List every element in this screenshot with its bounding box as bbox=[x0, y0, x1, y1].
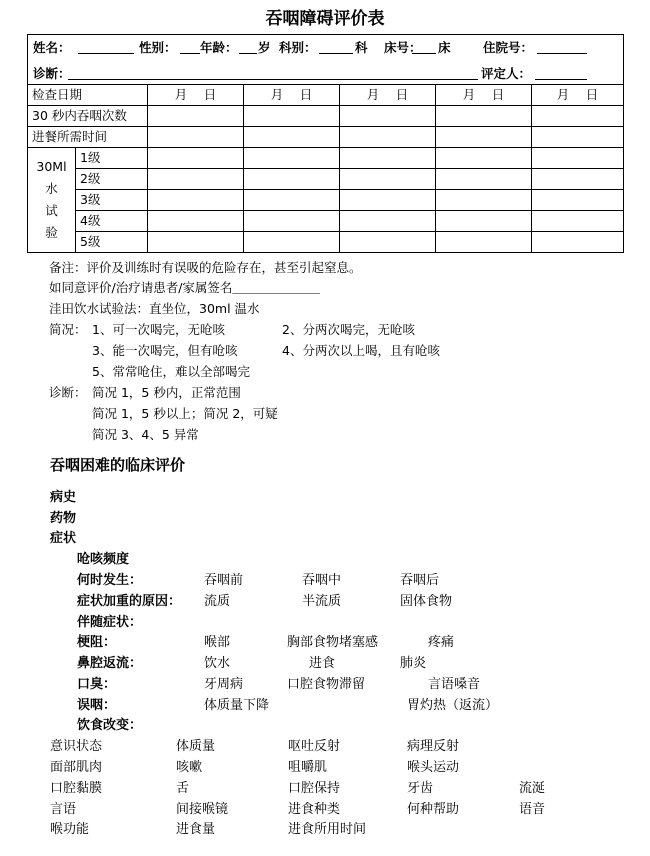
water-test-label-line: 30Ml bbox=[36, 159, 67, 175]
block-option: 疼痛 bbox=[428, 635, 455, 650]
cough-frequency-label: 呛咳频度 bbox=[77, 552, 130, 567]
table-cell[interactable] bbox=[244, 148, 340, 169]
dx-label: 诊断： bbox=[49, 385, 87, 400]
table-cell[interactable] bbox=[436, 127, 532, 148]
exam-item: 舌 bbox=[176, 781, 190, 796]
table-cell[interactable] bbox=[244, 106, 340, 127]
table-cell[interactable] bbox=[148, 190, 244, 211]
status-5: 5、常常呛住，难以全部喝完 bbox=[92, 364, 250, 379]
status-3: 3、能一次喝完，但有呛咳 bbox=[92, 343, 238, 358]
exam-item: 语音 bbox=[519, 802, 546, 817]
name-label: 姓名： bbox=[33, 40, 71, 55]
water-test-label bbox=[28, 148, 76, 253]
exam-item: 意识状态 bbox=[50, 739, 103, 754]
diagnosis-label: 诊断： bbox=[33, 66, 71, 81]
table-row bbox=[28, 148, 624, 169]
dept-label: 科别： bbox=[279, 40, 317, 55]
table-cell[interactable] bbox=[532, 169, 624, 190]
admission-field[interactable] bbox=[537, 53, 587, 54]
table-cell[interactable] bbox=[340, 106, 436, 127]
status-1: 1、可一次喝完，无呛咳 bbox=[92, 322, 225, 337]
block-option: 喉部 bbox=[204, 635, 231, 650]
diagnosis-field[interactable] bbox=[68, 79, 478, 80]
clinical-title: 吞咽困难的临床评价 bbox=[50, 456, 186, 474]
table-cell[interactable] bbox=[340, 169, 436, 190]
dx-2: 简况 1，5 秒以上；简况 2，可疑 bbox=[92, 406, 278, 421]
dx-3: 简况 3、4、5 异常 bbox=[92, 427, 199, 442]
exam-item: 牙齿 bbox=[407, 781, 434, 796]
date-cell[interactable]: 月 日 bbox=[436, 85, 532, 106]
exam-item: 进食所用时间 bbox=[288, 822, 367, 837]
name-field[interactable] bbox=[78, 53, 134, 54]
table-cell[interactable] bbox=[532, 232, 624, 253]
exam-item: 喉头运动 bbox=[407, 760, 460, 775]
exam-item: 面部肌肉 bbox=[50, 760, 103, 775]
diet-change-label: 饮食改变： bbox=[77, 718, 143, 733]
exam-item: 口腔保持 bbox=[288, 781, 341, 796]
table-row bbox=[28, 211, 624, 232]
exam-item: 进食量 bbox=[176, 822, 216, 837]
when-option: 吞咽中 bbox=[302, 573, 342, 588]
exam-item: 喉功能 bbox=[50, 822, 90, 837]
bed-label: 床号： bbox=[384, 40, 422, 55]
nasal-option: 饮水 bbox=[204, 656, 231, 671]
exam-item: 言语 bbox=[50, 802, 77, 817]
table-cell[interactable] bbox=[436, 106, 532, 127]
header-frame bbox=[27, 34, 624, 85]
odor-option: 言语嗓音 bbox=[428, 677, 481, 692]
grade-label: 1级 bbox=[76, 148, 148, 169]
table-cell[interactable] bbox=[532, 148, 624, 169]
table-cell[interactable] bbox=[340, 211, 436, 232]
table-row bbox=[28, 190, 624, 211]
table-cell[interactable] bbox=[436, 148, 532, 169]
history-label: 病史 bbox=[50, 490, 77, 505]
table-cell[interactable] bbox=[244, 232, 340, 253]
water-test-label-line: 水 bbox=[45, 181, 58, 197]
nasal-option: 肺炎 bbox=[400, 656, 427, 671]
table-cell[interactable] bbox=[532, 211, 624, 232]
table-cell[interactable] bbox=[244, 211, 340, 232]
grade-label: 2级 bbox=[76, 169, 148, 190]
status-2: 2、分两次喝完，无呛咳 bbox=[282, 322, 415, 337]
exam-item: 病理反射 bbox=[407, 739, 460, 754]
table-row bbox=[28, 127, 624, 148]
table-cell[interactable] bbox=[244, 127, 340, 148]
when-option: 吞咽后 bbox=[400, 573, 440, 588]
aspiration-label: 误咽： bbox=[77, 698, 117, 713]
water-test-table bbox=[27, 84, 624, 253]
table-cell[interactable] bbox=[340, 148, 436, 169]
meal-time-label: 进餐所需时间 bbox=[28, 127, 148, 148]
nasal-option: 进食 bbox=[309, 656, 336, 671]
remark-text: 备注：评价及训练时有误吸的危险存在，甚至引起窒息。 bbox=[49, 260, 362, 275]
evaluator-field[interactable] bbox=[535, 79, 587, 80]
exam-item: 流涎 bbox=[519, 781, 546, 796]
accompany-label: 伴随症状： bbox=[77, 615, 143, 630]
water-test-label-line: 试 bbox=[45, 203, 58, 218]
consent-text: 如同意评价/治疗请患者/家属签名＿＿＿＿＿＿＿ bbox=[49, 280, 320, 295]
table-cell[interactable] bbox=[532, 190, 624, 211]
when-option: 吞咽前 bbox=[204, 573, 244, 588]
table-cell[interactable] bbox=[436, 169, 532, 190]
date-cell[interactable]: 月 日 bbox=[148, 85, 244, 106]
table-cell[interactable] bbox=[340, 127, 436, 148]
worse-label: 症状加重的原因： bbox=[77, 594, 182, 609]
table-row bbox=[28, 232, 624, 253]
exam-item: 体质量 bbox=[176, 739, 216, 754]
table-row bbox=[28, 169, 624, 190]
bed-field[interactable] bbox=[412, 53, 436, 54]
water-test-label-line: 验 bbox=[45, 224, 58, 240]
evaluator-label: 评定人： bbox=[481, 66, 532, 81]
age-unit: 岁 bbox=[258, 40, 271, 55]
dx-1: 简况 1，5 秒内，正常范围 bbox=[92, 385, 241, 400]
swallow-count-label: 30 秒内吞咽次数 bbox=[28, 106, 148, 127]
odor-option: 口腔食物滞留 bbox=[287, 677, 366, 692]
method-text: 洼田饮水试验法：直坐位，30ml 温水 bbox=[49, 301, 260, 316]
nasal-label: 鼻腔返流： bbox=[77, 656, 143, 671]
table-cell[interactable] bbox=[148, 106, 244, 127]
age-label: 年龄： bbox=[200, 40, 238, 55]
exam-item: 呕吐反射 bbox=[288, 739, 341, 754]
grade-label: 4级 bbox=[76, 211, 148, 232]
dept-unit: 科 bbox=[355, 40, 368, 55]
table-row bbox=[28, 106, 624, 127]
worse-option: 固体食物 bbox=[400, 594, 453, 609]
table-row bbox=[28, 85, 624, 106]
worse-option: 流质 bbox=[204, 594, 231, 609]
when-label: 何时发生： bbox=[77, 573, 143, 588]
table-cell[interactable] bbox=[340, 190, 436, 211]
date-cell[interactable]: 月 日 bbox=[532, 85, 624, 106]
table-cell[interactable] bbox=[148, 169, 244, 190]
table-cell[interactable] bbox=[532, 106, 624, 127]
grade-label: 3级 bbox=[76, 190, 148, 211]
sex-label: 性别： bbox=[139, 40, 177, 55]
block-label: 梗阻： bbox=[77, 635, 117, 650]
worse-option: 半流质 bbox=[302, 594, 342, 609]
table-cell[interactable] bbox=[436, 232, 532, 253]
table-cell[interactable] bbox=[340, 232, 436, 253]
grade-label: 5级 bbox=[76, 232, 148, 253]
exam-item: 间接喉镜 bbox=[176, 802, 229, 817]
table-cell[interactable] bbox=[436, 211, 532, 232]
table-cell[interactable] bbox=[148, 127, 244, 148]
table-cell[interactable] bbox=[244, 169, 340, 190]
odor-label: 口臭： bbox=[77, 677, 117, 692]
odor-option: 牙周病 bbox=[204, 677, 244, 692]
table-cell[interactable] bbox=[148, 211, 244, 232]
status-4: 4、分两次以上喝，且有呛咳 bbox=[282, 343, 440, 358]
block-option: 胸部食物堵塞感 bbox=[287, 635, 379, 650]
exam-item: 口腔黏膜 bbox=[50, 781, 103, 796]
table-cell[interactable] bbox=[532, 127, 624, 148]
aspiration-option: 胃灼热（返流） bbox=[407, 698, 499, 713]
age-field[interactable] bbox=[239, 53, 257, 54]
admission-label: 住院号： bbox=[483, 40, 534, 55]
aspiration-option: 体质量下降 bbox=[204, 698, 270, 713]
exam-item: 咀嚼肌 bbox=[288, 760, 328, 775]
sex-field[interactable] bbox=[180, 53, 200, 54]
exam-item: 何种帮助 bbox=[407, 802, 460, 817]
page-title: 吞咽障碍评价表 bbox=[265, 9, 385, 29]
exam-item: 进食种类 bbox=[288, 802, 341, 817]
table-cell[interactable] bbox=[148, 148, 244, 169]
table-cell[interactable] bbox=[436, 190, 532, 211]
table-cell[interactable] bbox=[148, 232, 244, 253]
medication-label: 药物 bbox=[50, 511, 77, 526]
symptoms-label: 症状 bbox=[50, 531, 77, 546]
date-cell[interactable]: 月 日 bbox=[244, 85, 340, 106]
date-cell[interactable]: 月 日 bbox=[340, 85, 436, 106]
exam-item: 咳嗽 bbox=[176, 760, 203, 775]
status-label: 简况： bbox=[49, 322, 87, 337]
dept-field[interactable] bbox=[319, 53, 353, 54]
date-label: 检查日期 bbox=[28, 85, 148, 106]
table-cell[interactable] bbox=[244, 190, 340, 211]
bed-unit: 床 bbox=[438, 40, 451, 55]
